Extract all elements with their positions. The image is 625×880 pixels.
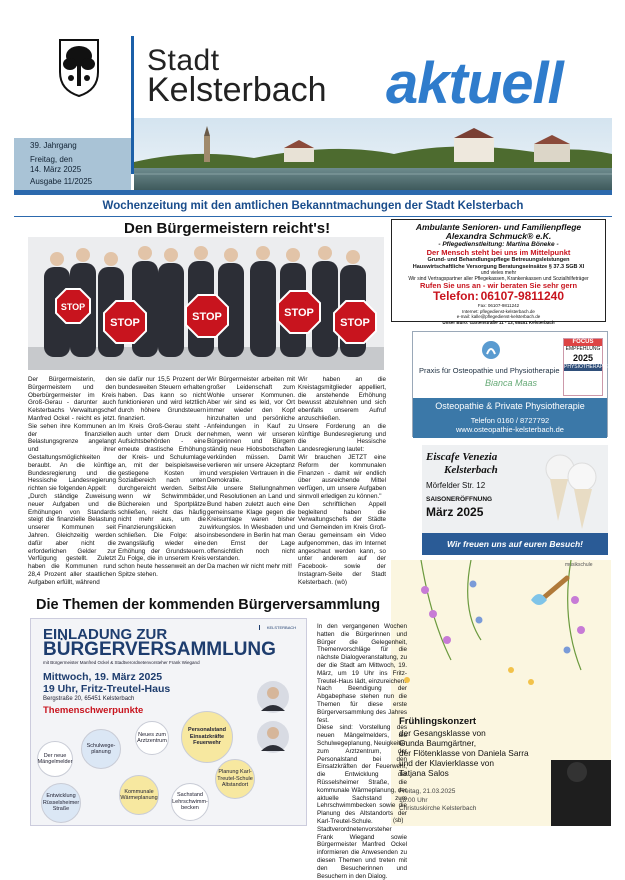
invitation-time-place: 19 Uhr, Fritz-Treutel-Haus [43, 683, 171, 695]
headline-themen: Die Themen der kommenden Bürgerversammlung [36, 597, 381, 613]
care-call: Rufen Sie uns an - wir beraten Sie sehr gern [419, 281, 578, 290]
care-motto: Der Mensch steht bei uns im Mittelpunkt [426, 248, 571, 257]
invitation-graphic [30, 618, 307, 826]
focus-badge-label: EMPFEHLUNG [565, 346, 601, 352]
article1-col2: sie dafür nur 15,5 Prozent der bundesweiten Steuern erhalten haben. Das kann so nicht funktionieren und wird letztlich durch höhere Grundsteuern finanziert. Im Kreis Groß-Gerau steht - auch unter dem Druck der Aufsichtsbehörden - eine erneute drastische Erhöhung der Kreis- und Schulumlage an, mit der beispielsweise gestiegene Kosten im Sozialbereich nach unten durchgereicht werden. Selbst wenn wir Schwimmbäder, Büchereien und Sportplätze schließen, reicht das häufig nicht mehr aus, um die Finanzierungslücken zu schließen. Die Folge: also zwangsläufig wieder eine Erhöhung der Grundsteuern. Zu Folge, die in unserem Kreis schon heute hessenweit an der Spitze stehen. [118, 376, 206, 578]
care-lead: - Pflegedienstleitung: Martina Böneke - [438, 241, 559, 248]
invitation-date: Mittwoch, 19. März 2025 [43, 671, 163, 683]
care-name: Ambulante Senioren- und Familienpflege [415, 222, 582, 232]
eis-slogan: Wir freuen uns auf euren Besuch! [422, 533, 608, 555]
eis-address: Mörfelder Str. 12 [426, 481, 486, 490]
care-fax: Fax: 06107-9811242 [477, 303, 520, 308]
coat-of-arms-icon [58, 38, 100, 98]
concert-line1: der Gesangsklasse von [399, 728, 486, 738]
physio-logo-icon [481, 340, 501, 360]
stop-sign-text: STOP [110, 317, 140, 329]
physio-name: Praxis für Osteopathie und Physiotherapie [419, 366, 560, 375]
speaker-portraits [249, 679, 297, 763]
stop-sign-text: STOP [340, 317, 370, 329]
concert-details [399, 788, 476, 814]
ice-cream-icon [540, 449, 604, 531]
issue-year: 39. Jahrgang [30, 141, 77, 150]
care-services3: und vieles mehr [480, 270, 517, 276]
concert-line4: und der Klavierklasse von [399, 758, 495, 768]
focus-badge-bottom: PHYSIOTHERAPIE [564, 364, 608, 370]
topic-arztzentrum: Neues zum Arztzentrum [135, 721, 169, 755]
eis-opening-date: März 2025 [426, 505, 484, 519]
article2-body: In den vergangenen Wochen hatten die Bürgerinnen und Bürger die Gelegenheit, Themenvorschläge für die nächste Dialogveranstaltung, zu der die Stadt am Mittwoch, 19. März, um 19 Uhr ins Fritz-Treutel-Haus lädt, einzureichen. Nach Beendigung der Abgabephase stehen nun die Themen für diese erste Bürgerversammlung des Jahres fest. Diese sind: Vorstellung des neuen Mängelmelders, die Schulwegeplanung, Neuigkeiten zum Arztzentrum, der Personalstand bei den Einsatzkräften der Feuerwehr, die Entwicklung der Rüsselsheimer Straße, die kommunale Wärmeplanung, der aktuelle Sachstand zum Lehrschwimmbecken sowie die Planung des Altstandorts der Karl-Treutel-Schule. Stadtverordnetenvorsteher Frank Wiegand sowie Bürgermeister Manfred Ockel informieren die Anwesenden zu diesen Themen und treten mit den Besucherinnen und Besuchern in den Dialog. [317, 623, 407, 880]
topic-schulwege: Schulwege-planung [81, 729, 121, 769]
focus-badge-top: FOCUS [564, 339, 602, 346]
topic-maengelmelder: Der neue Mängelmelder [37, 741, 73, 777]
issue-date: 14. März 2025 [30, 165, 82, 174]
issue-number: Ausgabe 11/2025 [30, 177, 93, 186]
invitation-address: Bergstraße 20, 65451 Kelsterbach [43, 696, 135, 702]
masthead-stadt: Stadt [147, 44, 220, 77]
article1-col4: Wir haben an die Kreistagsmitglieder appelliert, die anstehende Erhöhung bewusst abzulehnen und sich ebenfalls unserem Aufruf anzuschließen. Unsere Forderung an die künftige Bundesregierung und die Hessische Landesregierung lautet: Wir brauchen JETZT eine Reform der kommunalen Finanzen - damit wir endlich über ausreichende Mittel verfügen, um unsere Aufgaben sinnvoll erledigen zu können." Den schriftlichen Appell begleitend haben die Verwaltungschefs der Städte und Gemeinden im Kreis Groß-Gerau gemeinsam ein Video aufgenommen, das im Internet angeschaut werden kann, so unter anderem auf der Facebook- sowie der Instagram-Seite der Stadt Kelsterbach. (wö) [298, 376, 386, 586]
care-owner: Alexandra Schmuck® e.K. [445, 231, 552, 241]
invitation-subtitle: mit Bürgermeister Manfred Ockel & Stadtverordnetenvorsteher Frank Wiegand [43, 660, 200, 665]
town-skyline-photo [134, 118, 612, 190]
focus-badge-year: 2025 [572, 353, 594, 363]
invitation-title1: EINLADUNG ZUR [43, 626, 168, 643]
topic-karl-treutel: Planung Karl-Treutel-Schule Altstandort [215, 759, 255, 799]
physio-phone: Telefon 0160 / 8727792 [470, 416, 550, 425]
concert-line2: Gunda Baumgärtner, [399, 738, 477, 748]
physio-band-text: Osteopathie & Private Physiotherapie [435, 401, 585, 411]
topic-lehrschwimmbecken: Sachstand Lehrschwimm-becken [171, 783, 209, 821]
care-phone-label: Telefon: [432, 289, 479, 303]
care-internet: Internet: pflegedienst-kelsterbach.de [462, 308, 535, 314]
tagline-rule [14, 216, 612, 217]
physio-web: www.osteopathie-kelsterbach.de [456, 425, 564, 434]
masthead-rule [14, 190, 612, 195]
concert-time: 18:00 Uhr [399, 796, 428, 804]
concert-date: Freitag, 21.03.2025 [399, 788, 456, 795]
invitation-section: Themenschwerpunkte [43, 705, 144, 716]
musikschule-label: musikschule [565, 562, 593, 568]
tagline: Wochenzeitung mit den amtlichen Bekanntmachungen der Stadt Kelsterbach [102, 200, 524, 212]
physio-band [413, 398, 607, 438]
physio-ad [412, 331, 608, 437]
concert-text [399, 728, 529, 778]
invitation-title2: BÜRGERVERSAMMLUNG [43, 639, 276, 660]
issue-info [30, 141, 92, 187]
care-partners: Wir sind Vertragspartner aller Pflegekassen, Krankenkassen und Sozialhilfeträger [408, 276, 589, 282]
topic-waermeplanung: Kommunale Wärmeplanung [119, 775, 159, 815]
concert-line5: Tatjana Salos [399, 768, 449, 778]
physio-person: Bianca Maas [485, 378, 538, 388]
concert-background [391, 560, 611, 826]
article1-col1: Der Bürgermeisterin, den Bürgermeistern und den Oberbürgermeister im Kreis Groß-Gerau - darunter auch Kelsterbachs Verwaltungschef Manfred Ockel - reicht es jetzt. Sie sehen ihre Kommunen an der finanziellen Belastungsgrenze angelangt und ihrer Gestaltungsmöglichkeiten beraubt. An die künftige Bundesregierung und die Hessische Landesregierung richten sie folgenden Appell: „Durch ständige Zuweisung neuer Aufgaben und die Erhöhungen von Standards steigt die finanzielle Belastung unserer Kommunen seit Jahren. Gleichzeitig werden dafür aber nicht die erforderlichen Gelder zur Verfügung gestellt. Zuletzt haben die Kommunen rund 28,4 Prozent aller staatlichen Aufgaben erfüllt, während [28, 376, 116, 586]
care-service-ad [391, 219, 606, 325]
concert-place: Christuskirche Kelsterbach [399, 805, 477, 812]
headline-buergermeister: Den Bürgermeistern reicht's! [124, 220, 331, 237]
care-office: Unser Büro: Gartenstraße 11 - 13, 65451 Kelsterbach [442, 319, 555, 325]
care-services2: Hauswirtschaftliche Versorgung Beratungseinsätze § 37.3 SGB XI [412, 263, 585, 270]
care-services1: Grund- und Behandlungspflege Betreuungsleistungen [427, 257, 570, 263]
eis-name2: Kelsterbach [444, 464, 498, 476]
concert-title: Frühlingskonzert [399, 716, 477, 727]
masthead-kelsterbach: Kelsterbach [147, 71, 327, 109]
article2-signature: (sb) [393, 818, 404, 824]
eis-name1: Eiscafe Venezia [426, 451, 498, 463]
eiscafe-ad [422, 445, 608, 555]
group-photo [28, 237, 384, 370]
concert-ad [391, 560, 611, 826]
stop-sign-text: STOP [284, 307, 314, 319]
group-photo-illustration [28, 237, 384, 370]
focus-badge [563, 338, 608, 396]
eis-opening-label: SAISONERÖFFNUNG [426, 496, 493, 503]
concert-line3: der Flötenklasse von Daniela Sarra [399, 748, 529, 758]
care-phone: 06107-9811240 [480, 289, 564, 303]
invitation-logo: KELSTERBACH [259, 625, 303, 630]
topic-feuerwehr: Personalstand Einsatzkräfte Feuerwehr [181, 711, 233, 763]
stop-sign-text: STOP [192, 311, 222, 323]
care-email: e-mail: kalle@pflegedienst-kelsterbach.de [456, 314, 541, 319]
masthead-aktuell: aktuell [386, 51, 563, 116]
stop-sign-text: STOP [60, 302, 86, 312]
topic-ruesselsheimer: Entwicklung Rüsselsheimer Straße [41, 783, 81, 823]
issue-date-label: Freitag, den [30, 155, 73, 164]
article1-col3: Wir Bürgermeister arbeiten mit großer Leidenschaft zum Wohle unserer Kommunen. Aber wir sind es leid, vor Ort immer wieder den Kopf hinzuhalten und persönliche Anfeindungen in Kauf zu nehmen, wenn wir unseren Bürgerinnen und Bürgern ständig neue Hiobsbotschaften verkünden müssen. Damit verlieren wir unsere Akzeptanz und verspielen Vertrauen in die Demokratie. Alle unsere Stellungnahmen und Resolutionen an Land und Bund haben zuletzt auch eine gemeinsame Klage gegen die Kreisumlage waren bisher wirkungslos. In Wiesbaden und insbesondere in Berlin hat man den Ernst der Lage offensichtlich noch nicht verstanden. Da machen wir nicht mehr mit! [207, 376, 295, 571]
